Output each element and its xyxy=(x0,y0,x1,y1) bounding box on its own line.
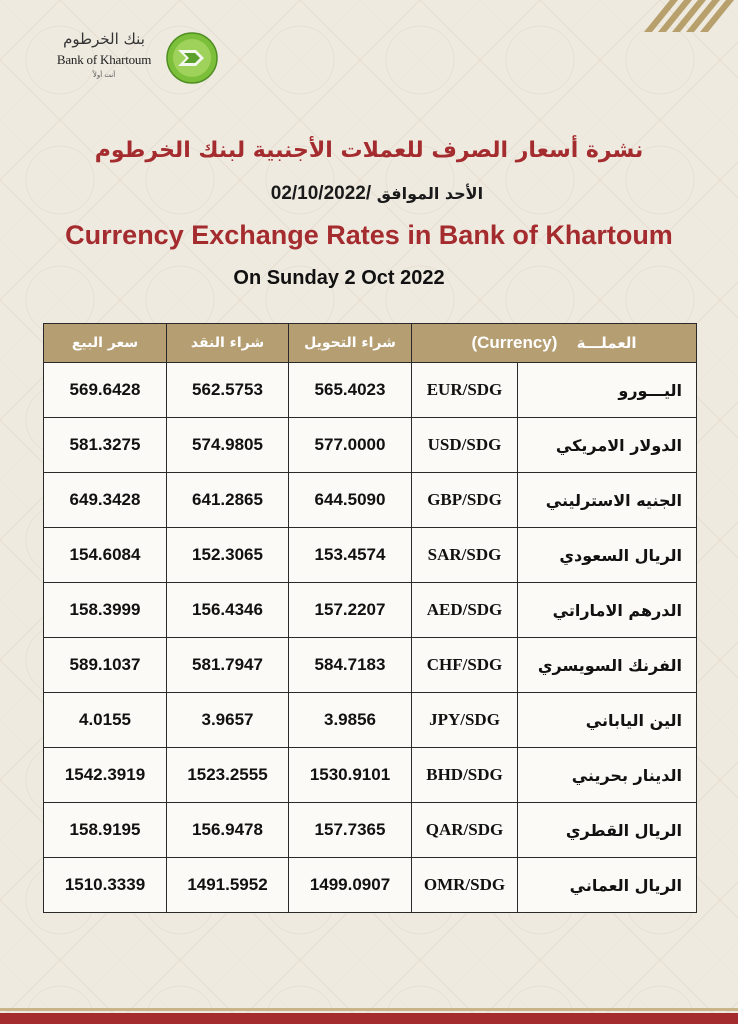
cash-buy-cell: 581.7947 xyxy=(167,638,289,693)
cash-buy-cell: 562.5753 xyxy=(167,363,289,418)
page-title-ar: نشرة أسعار الصرف للعملات الأجنبية لبنك الخرطوم xyxy=(94,138,644,163)
header-currency-ar: العملـــة xyxy=(576,334,637,352)
table-row xyxy=(44,418,697,473)
currency-code-cell: USD/SDG xyxy=(412,418,518,473)
currency-name-cell: الجنيه الاسترليني xyxy=(518,473,697,528)
logo-name-en: Bank of Khartoum xyxy=(56,52,152,67)
currency-code-cell: JPY/SDG xyxy=(412,693,518,748)
header-cash-buy: شراء النقد xyxy=(167,324,289,363)
currency-name-cell: اليـــورو xyxy=(518,363,697,418)
table-header-row xyxy=(44,324,697,363)
cash-buy-cell: 3.9657 xyxy=(167,693,289,748)
logo-slogan: أنت أولاً xyxy=(92,71,116,79)
bank-logo xyxy=(56,30,226,90)
sell-cell: 154.6084 xyxy=(44,528,167,583)
bank-emblem-icon xyxy=(166,32,218,84)
transfer-buy-cell: 153.4574 xyxy=(289,528,412,583)
cash-buy-cell: 574.9805 xyxy=(167,418,289,473)
currency-code-cell: OMR/SDG xyxy=(412,858,518,913)
cash-buy-cell: 641.2865 xyxy=(167,473,289,528)
table-row xyxy=(44,473,697,528)
header-sell: سعر البيع xyxy=(44,324,167,363)
currency-code-cell: AED/SDG xyxy=(412,583,518,638)
table-row xyxy=(44,583,697,638)
currency-name-cell: الريال السعودي xyxy=(518,528,697,583)
header-currency xyxy=(412,324,697,363)
cash-buy-cell: 156.9478 xyxy=(167,803,289,858)
sell-cell: 589.1037 xyxy=(44,638,167,693)
currency-name-cell: الين الياباني xyxy=(518,693,697,748)
header-transfer-buy: شراء التحويل xyxy=(289,324,412,363)
sell-cell: 649.3428 xyxy=(44,473,167,528)
currency-name-cell: الريال العماني xyxy=(518,858,697,913)
table-row xyxy=(44,693,697,748)
logo-name-ar: بنك الخرطوم xyxy=(63,30,145,48)
table-row xyxy=(44,803,697,858)
transfer-buy-cell: 644.5090 xyxy=(289,473,412,528)
currency-name-cell: الدينار بحريني xyxy=(518,748,697,803)
page-subtitle-en: On Sunday 2 Oct 2022 xyxy=(233,267,445,289)
cash-buy-cell: 1523.2555 xyxy=(167,748,289,803)
currency-code-cell: SAR/SDG xyxy=(412,528,518,583)
exchange-rates-table xyxy=(43,323,697,913)
currency-code-cell: CHF/SDG xyxy=(412,638,518,693)
currency-code-cell: GBP/SDG xyxy=(412,473,518,528)
date-value: 02/10/2022/ xyxy=(270,183,372,204)
table-row xyxy=(44,638,697,693)
transfer-buy-cell: 565.4023 xyxy=(289,363,412,418)
transfer-buy-cell: 3.9856 xyxy=(289,693,412,748)
currency-name-cell: الريال القطري xyxy=(518,803,697,858)
header-currency-en: (Currency) xyxy=(471,333,558,352)
sell-cell: 1542.3919 xyxy=(44,748,167,803)
transfer-buy-cell: 577.0000 xyxy=(289,418,412,473)
table-row xyxy=(44,748,697,803)
date-text: 02/10/2022 xyxy=(270,183,366,204)
cash-buy-cell: 1491.5952 xyxy=(167,858,289,913)
sell-cell: 581.3275 xyxy=(44,418,167,473)
transfer-buy-cell: 157.7365 xyxy=(289,803,412,858)
currency-code-cell: BHD/SDG xyxy=(412,748,518,803)
table-row xyxy=(44,363,697,418)
sell-cell: 158.9195 xyxy=(44,803,167,858)
date-label: الأحد الموافق xyxy=(376,184,484,203)
currency-name-cell: الدولار الامريكي xyxy=(518,418,697,473)
currency-code-cell: EUR/SDG xyxy=(412,363,518,418)
cash-buy-cell: 152.3065 xyxy=(167,528,289,583)
transfer-buy-cell: 157.2207 xyxy=(289,583,412,638)
page-title-en: Currency Exchange Rates in Bank of Khartoum xyxy=(65,220,673,250)
sell-cell: 569.6428 xyxy=(44,363,167,418)
table-row xyxy=(44,858,697,913)
transfer-buy-cell: 584.7183 xyxy=(289,638,412,693)
sell-cell: 158.3999 xyxy=(44,583,167,638)
currency-code-cell: QAR/SDG xyxy=(412,803,518,858)
date-line xyxy=(0,183,738,205)
currency-name-cell: الدرهم الاماراتي xyxy=(518,583,697,638)
cash-buy-cell: 156.4346 xyxy=(167,583,289,638)
transfer-buy-cell: 1530.9101 xyxy=(289,748,412,803)
currency-name-cell: الفرنك السويسري xyxy=(518,638,697,693)
table-row xyxy=(44,528,697,583)
sell-cell: 1510.3339 xyxy=(44,858,167,913)
bottom-band xyxy=(0,1008,738,1024)
sell-cell: 4.0155 xyxy=(44,693,167,748)
transfer-buy-cell: 1499.0907 xyxy=(289,858,412,913)
